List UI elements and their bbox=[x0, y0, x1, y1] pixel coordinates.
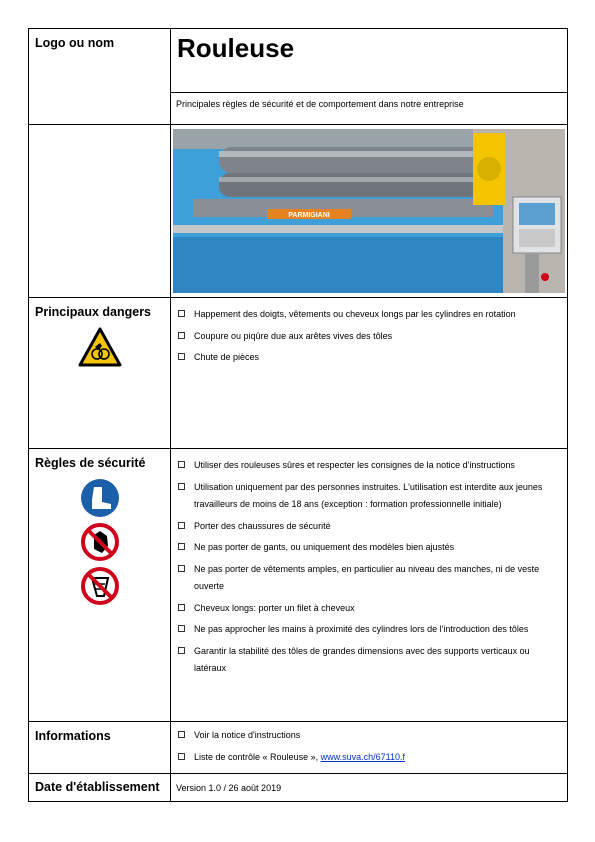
suva-link[interactable]: www.suva.ch/67110.f bbox=[320, 751, 405, 762]
list-item: Ne pas approcher les mains à proximité des cylindres lors de l'introduction des tôles bbox=[177, 621, 559, 639]
no-gloves-icon bbox=[80, 522, 120, 562]
logo-label: Logo ou nom bbox=[35, 36, 115, 50]
dangers-label-cell bbox=[29, 298, 171, 449]
list-item: Happement des doigts, vêtements ou cheveux longs par les cylindres en rotation bbox=[177, 306, 559, 324]
checkbox-icon bbox=[178, 461, 185, 468]
checkbox-icon bbox=[178, 310, 185, 317]
checkbox-icon bbox=[178, 604, 185, 611]
list-item: Coupure ou piqûre due aux arêtes vives des tôles bbox=[177, 328, 559, 346]
checkbox-icon bbox=[178, 332, 185, 339]
photo-left-cell bbox=[29, 125, 171, 298]
checkbox-icon bbox=[178, 625, 185, 632]
dangers-cell bbox=[171, 298, 568, 449]
list-item: Voir la notice d'instructions bbox=[177, 727, 559, 745]
machine-photo bbox=[173, 129, 565, 293]
info-label: Informations bbox=[35, 729, 111, 743]
list-item: Cheveux longs: porter un filet à cheveux bbox=[177, 600, 559, 618]
page-title: Rouleuse bbox=[177, 33, 295, 63]
info-cell bbox=[171, 722, 568, 774]
list-item: Chute de pièces bbox=[177, 349, 559, 367]
page-subtitle: Principales règles de sécurité et de comportement dans notre entreprise bbox=[171, 92, 567, 120]
list-item: Utiliser des rouleuses sûres et respecter les consignes de la notice d'instructions bbox=[177, 457, 559, 475]
date-label-cell bbox=[29, 774, 171, 802]
upper-roller bbox=[219, 147, 489, 173]
hand-entanglement-warning-icon bbox=[78, 327, 122, 367]
safety-sheet bbox=[28, 28, 568, 802]
checkbox-icon bbox=[178, 753, 185, 760]
photo-cell bbox=[171, 125, 568, 298]
checkbox-icon bbox=[178, 565, 185, 572]
checkbox-icon bbox=[178, 483, 185, 490]
rules-list bbox=[171, 449, 567, 678]
brand-text: PARMIGIANI bbox=[288, 212, 330, 219]
lower-roller bbox=[219, 173, 489, 197]
list-item: Garantir la stabilité des tôles de grandes dimensions avec des supports verticaux ou latéraux bbox=[177, 643, 559, 678]
date-cell bbox=[171, 774, 568, 802]
list-item: Utilisation uniquement par des personnes instruites. L'utilisation est interdite aux jeunes travailleurs de moins de 18 ans (exception : formation professionnelle initiale) bbox=[177, 479, 559, 514]
dangers-label: Principaux dangers bbox=[35, 305, 152, 319]
list-item: Liste de contrôle « Rouleuse », www.suva.ch/67110.f bbox=[177, 749, 559, 767]
logo-cell bbox=[29, 29, 171, 125]
title-cell bbox=[171, 29, 568, 125]
checkbox-icon bbox=[178, 353, 185, 360]
list-item: Porter des chaussures de sécurité bbox=[177, 518, 559, 536]
list-item: Ne pas porter de vêtements amples, en particulier au niveau des manches, ni de veste ouverte bbox=[177, 561, 559, 596]
safety-boots-mandatory-icon bbox=[80, 478, 120, 518]
no-loose-clothing-icon bbox=[80, 566, 120, 606]
checkbox-icon bbox=[178, 647, 185, 654]
rules-cell bbox=[171, 449, 568, 722]
date-label: Date d'établissement bbox=[35, 780, 160, 794]
checkbox-icon bbox=[178, 543, 185, 550]
checkbox-icon bbox=[178, 522, 185, 529]
info-list bbox=[171, 722, 567, 766]
checkbox-icon bbox=[178, 731, 185, 738]
rules-label: Règles de sécurité bbox=[35, 456, 146, 470]
list-item: Ne pas porter de gants, ou uniquement des modèles bien ajustés bbox=[177, 539, 559, 557]
version-text: Version 1.0 / 26 août 2019 bbox=[176, 783, 282, 793]
rules-label-cell bbox=[29, 449, 171, 722]
info-label-cell bbox=[29, 722, 171, 774]
dangers-list bbox=[171, 298, 567, 367]
